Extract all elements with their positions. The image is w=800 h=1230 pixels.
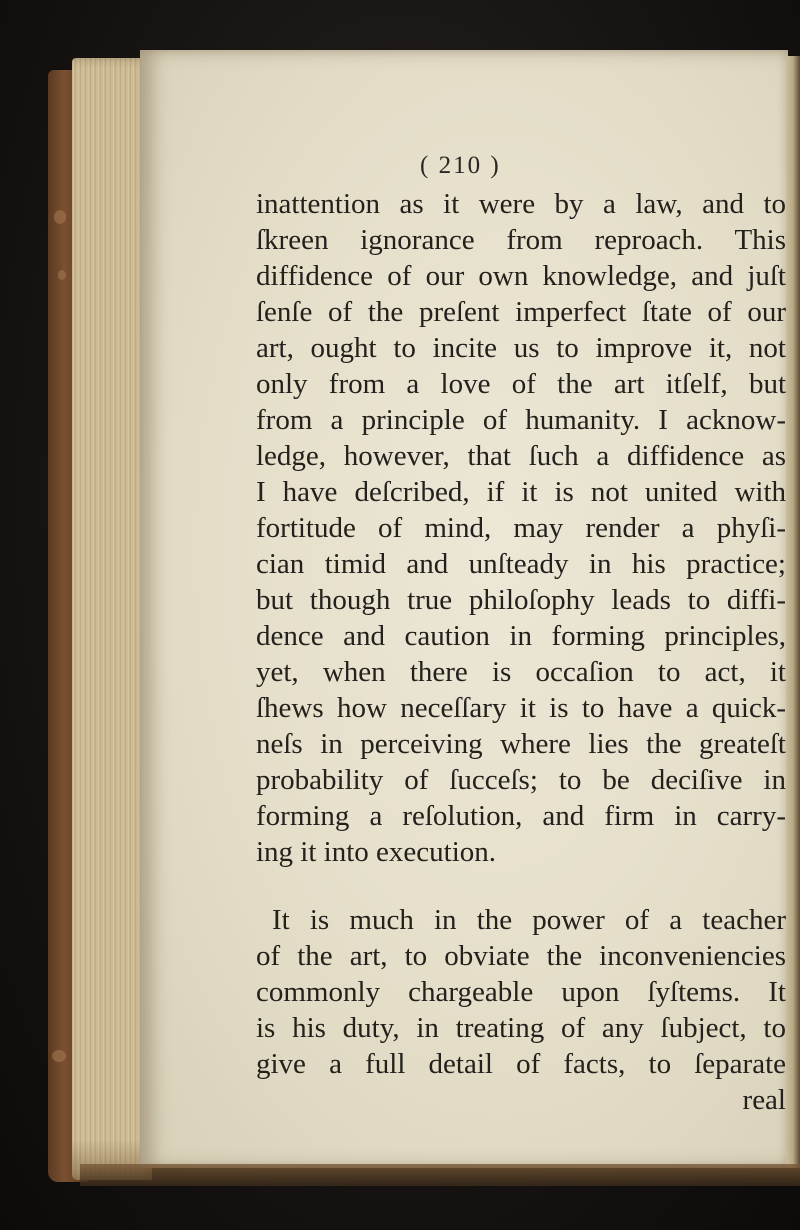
text-line: dence and caution in forming principles, (256, 620, 786, 652)
text-line: of the art, to obviate the inconveniencies (256, 940, 786, 972)
catchword: real (742, 1084, 786, 1116)
text-line: probability of ſucceſs; to be deciſive in (256, 764, 786, 796)
text-line: neſs in perceiving where lies the greateſt (256, 728, 786, 760)
text-line: only from a love of the art itſelf, but (256, 368, 786, 400)
text-line: ſhews how neceſſary it is to have a quick- (256, 692, 786, 724)
text-line: ſenſe of the preſent imperfect ſtate of our (256, 296, 786, 328)
text-line: fortitude of mind, may render a phyſi- (256, 512, 786, 544)
text-line: ledge, however, that ſuch a diffidence as (256, 440, 786, 472)
book-bottom-edge (80, 1164, 800, 1186)
text-line: I have deſcribed, if it is not united with (256, 476, 786, 508)
text-line: but though true philoſophy leads to diffi- (256, 584, 786, 616)
text-line: inattention as it were by a law, and to (256, 188, 786, 220)
text-line: is his duty, in treating of any ſubject, to (256, 1012, 786, 1044)
right-page-edge (786, 56, 800, 1168)
text-line: cian timid and unſteady in his practice; (256, 548, 786, 580)
text-line: commonly chargeable upon ſyſtems. It (256, 976, 786, 1008)
text-line: ing it into execution. (256, 836, 497, 868)
text-line: It is much in the power of a teacher (272, 904, 786, 936)
text-line: yet, when there is occaſion to act, it (256, 656, 786, 688)
text-line: from a principle of humanity. I acknow- (256, 404, 786, 436)
page-number: ( 210 ) (420, 152, 501, 179)
text-line: give a full detail of facts, to ſeparate (256, 1048, 786, 1080)
text-line: diffidence of our own knowledge, and juſt (256, 260, 786, 292)
text-line: forming a reſolution, and firm in carry- (256, 800, 786, 832)
text-line: art, ought to incite us to improve it, not (256, 332, 786, 364)
text-line: ſkreen ignorance from reproach. This (256, 224, 786, 256)
